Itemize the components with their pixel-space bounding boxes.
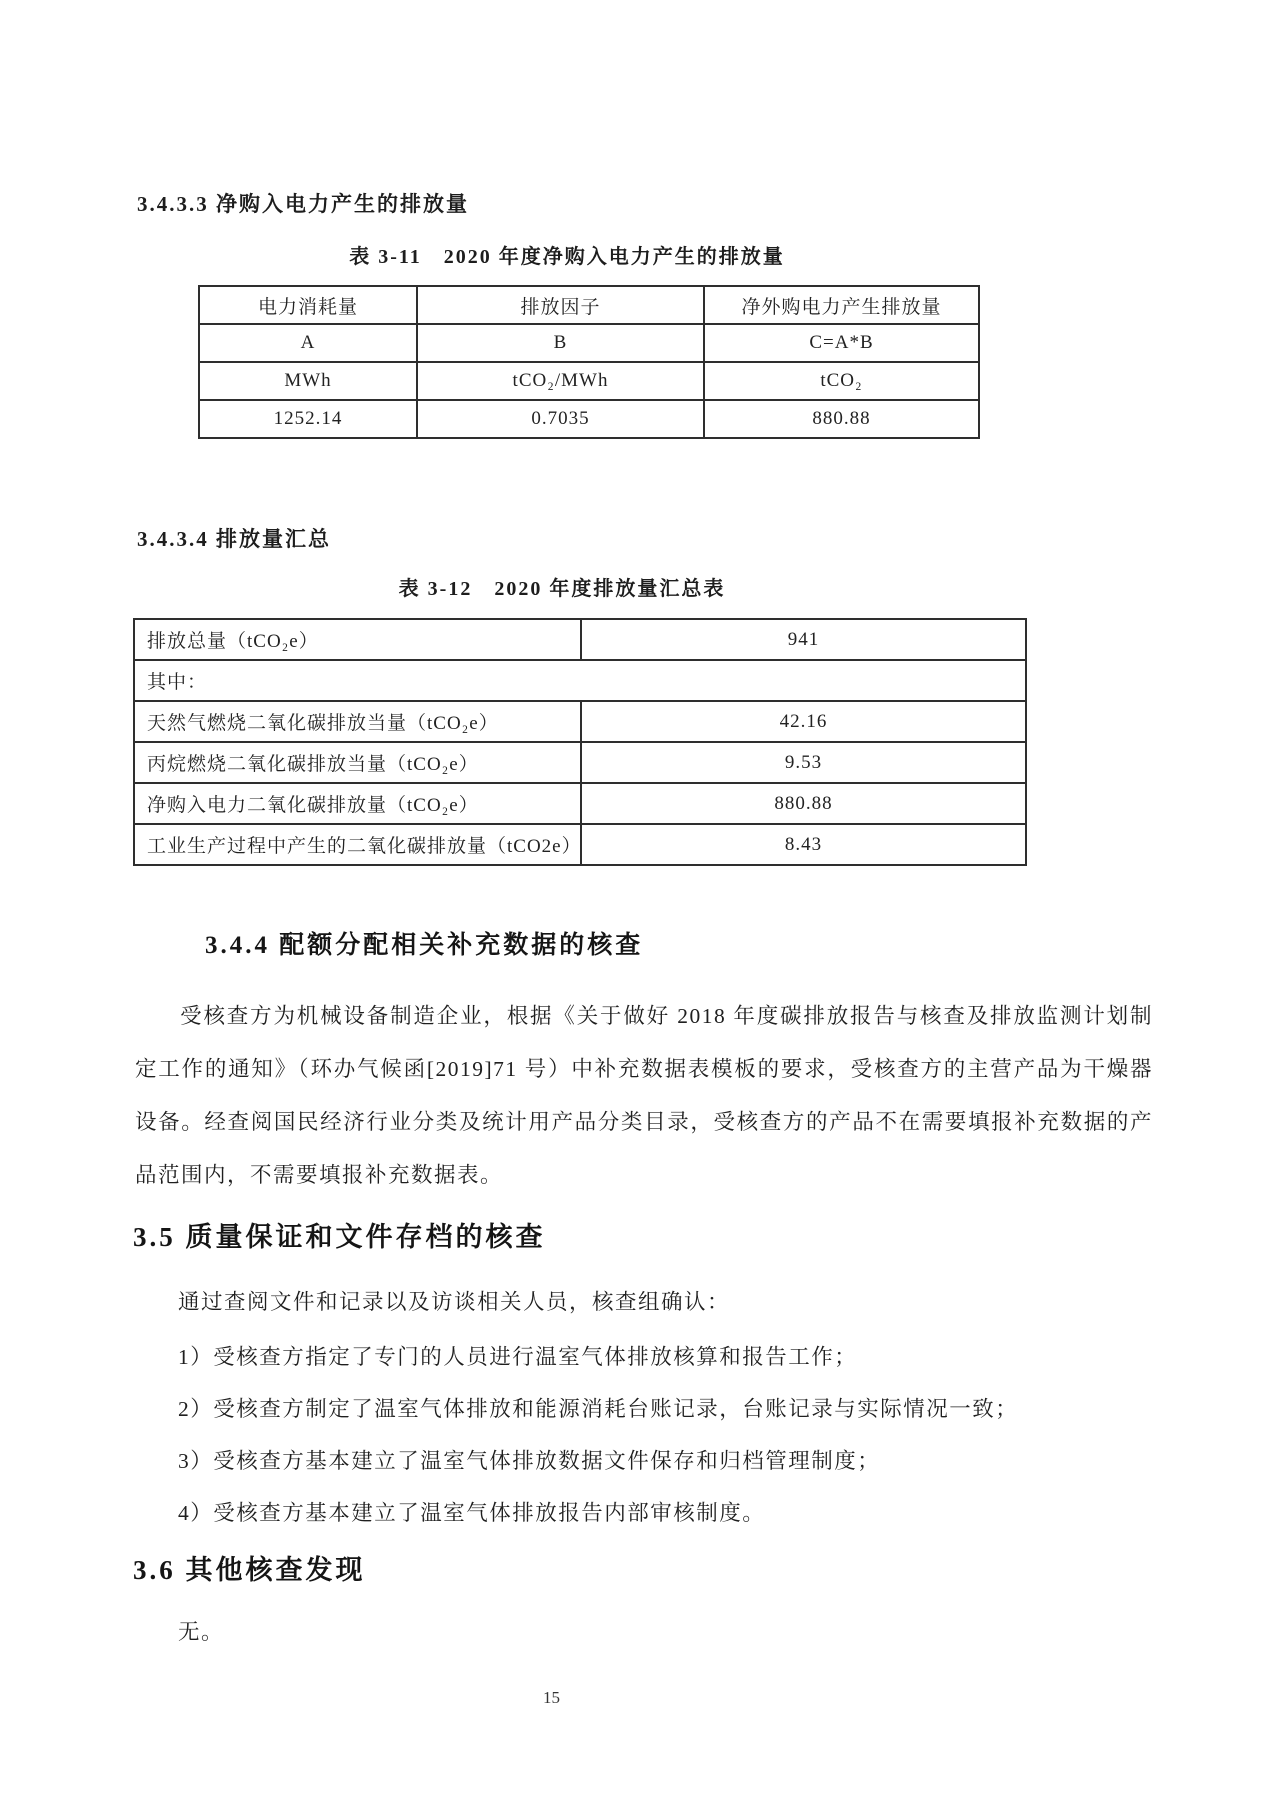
heading-3-6: 3.6 其他核查发现 xyxy=(133,1555,366,1585)
heading-3-4-3-3: 3.4.3.3 净购入电力产生的排放量 xyxy=(137,192,469,216)
table-cell: 0.7035 xyxy=(417,400,704,438)
table-cell: 42.16 xyxy=(581,701,1026,742)
table-cell: 941 xyxy=(581,619,1026,660)
table-row xyxy=(134,742,1026,783)
table-row xyxy=(134,783,1026,824)
table-cell: tCO₂ xyxy=(704,362,979,400)
table-row xyxy=(199,362,979,400)
paragraph-3-4-4: 受核查方为机械设备制造企业，根据《关于做好 2018 年度碳排放报告与核查及排放监测计划制定工作的通知》（环办气候函[2019]71 号）中补充数据表模板的要求，受核查方的主营产品为干燥器设备。经查阅国民经济行业分类及统计用产品分类目录，受核查方的产品不在需要填报补充数据的产品范围内，不需要填报补充数据表。 xyxy=(135,1004,1153,1187)
table-cell: MWh xyxy=(199,362,417,400)
table-cell: 880.88 xyxy=(581,783,1026,824)
list-item-2: 2）受核查方制定了温室气体排放和能源消耗台账记录，台账记录与实际情况一致； xyxy=(178,1397,1019,1421)
table-cell: 工业生产过程中产生的二氧化碳排放量（tCO2e） xyxy=(134,824,581,865)
table-cell: 排放因子 xyxy=(417,286,704,324)
table-cell: B xyxy=(417,324,704,362)
table-3-12 xyxy=(133,618,1027,866)
table-row xyxy=(199,324,979,362)
section-3-5-intro: 通过查阅文件和记录以及访谈相关人员，核查组确认： xyxy=(178,1290,731,1314)
section-3-6-body: 无。 xyxy=(178,1620,225,1644)
table-row xyxy=(199,286,979,324)
table-cell: 其中： xyxy=(134,660,1026,701)
table-cell: 天然气燃烧二氧化碳排放当量（tCO₂e） xyxy=(134,701,581,742)
table-cell: 1252.14 xyxy=(199,400,417,438)
table-cell: 排放总量（tCO₂e） xyxy=(134,619,581,660)
table-3-11 xyxy=(198,285,980,439)
table-cell: 净购入电力二氧化碳排放量（tCO₂e） xyxy=(134,783,581,824)
table-cell: 丙烷燃烧二氧化碳排放当量（tCO₂e） xyxy=(134,742,581,783)
heading-3-4-4: 3.4.4 配额分配相关补充数据的核查 xyxy=(205,932,644,959)
heading-3-5: 3.5 质量保证和文件存档的核查 xyxy=(133,1222,546,1252)
table-row xyxy=(199,400,979,438)
page-number: 15 xyxy=(543,1688,560,1707)
table-3-12-caption: 表 3-12 2020 年度排放量汇总表 xyxy=(398,578,726,600)
table-cell: 880.88 xyxy=(704,400,979,438)
table-cell: tCO₂/MWh xyxy=(417,362,704,400)
table-cell: A xyxy=(199,324,417,362)
table-cell: C=A*B xyxy=(704,324,979,362)
list-item-3: 3）受核查方基本建立了温室气体排放数据文件保存和归档管理制度； xyxy=(178,1449,881,1473)
table-row xyxy=(134,824,1026,865)
table-row xyxy=(134,701,1026,742)
table-row xyxy=(134,660,1026,701)
list-item-1: 1）受核查方指定了专门的人员进行温室气体排放核算和报告工作； xyxy=(178,1345,858,1369)
table-cell: 电力消耗量 xyxy=(199,286,417,324)
table-3-11-caption: 表 3-11 2020 年度净购入电力产生的排放量 xyxy=(349,246,785,268)
table-cell: 净外购电力产生排放量 xyxy=(704,286,979,324)
heading-3-4-3-4: 3.4.3.4 排放量汇总 xyxy=(137,527,331,551)
table-cell: 9.53 xyxy=(581,742,1026,783)
table-cell: 8.43 xyxy=(581,824,1026,865)
list-item-4: 4）受核查方基本建立了温室气体排放报告内部审核制度。 xyxy=(178,1501,766,1525)
table-row xyxy=(134,619,1026,660)
